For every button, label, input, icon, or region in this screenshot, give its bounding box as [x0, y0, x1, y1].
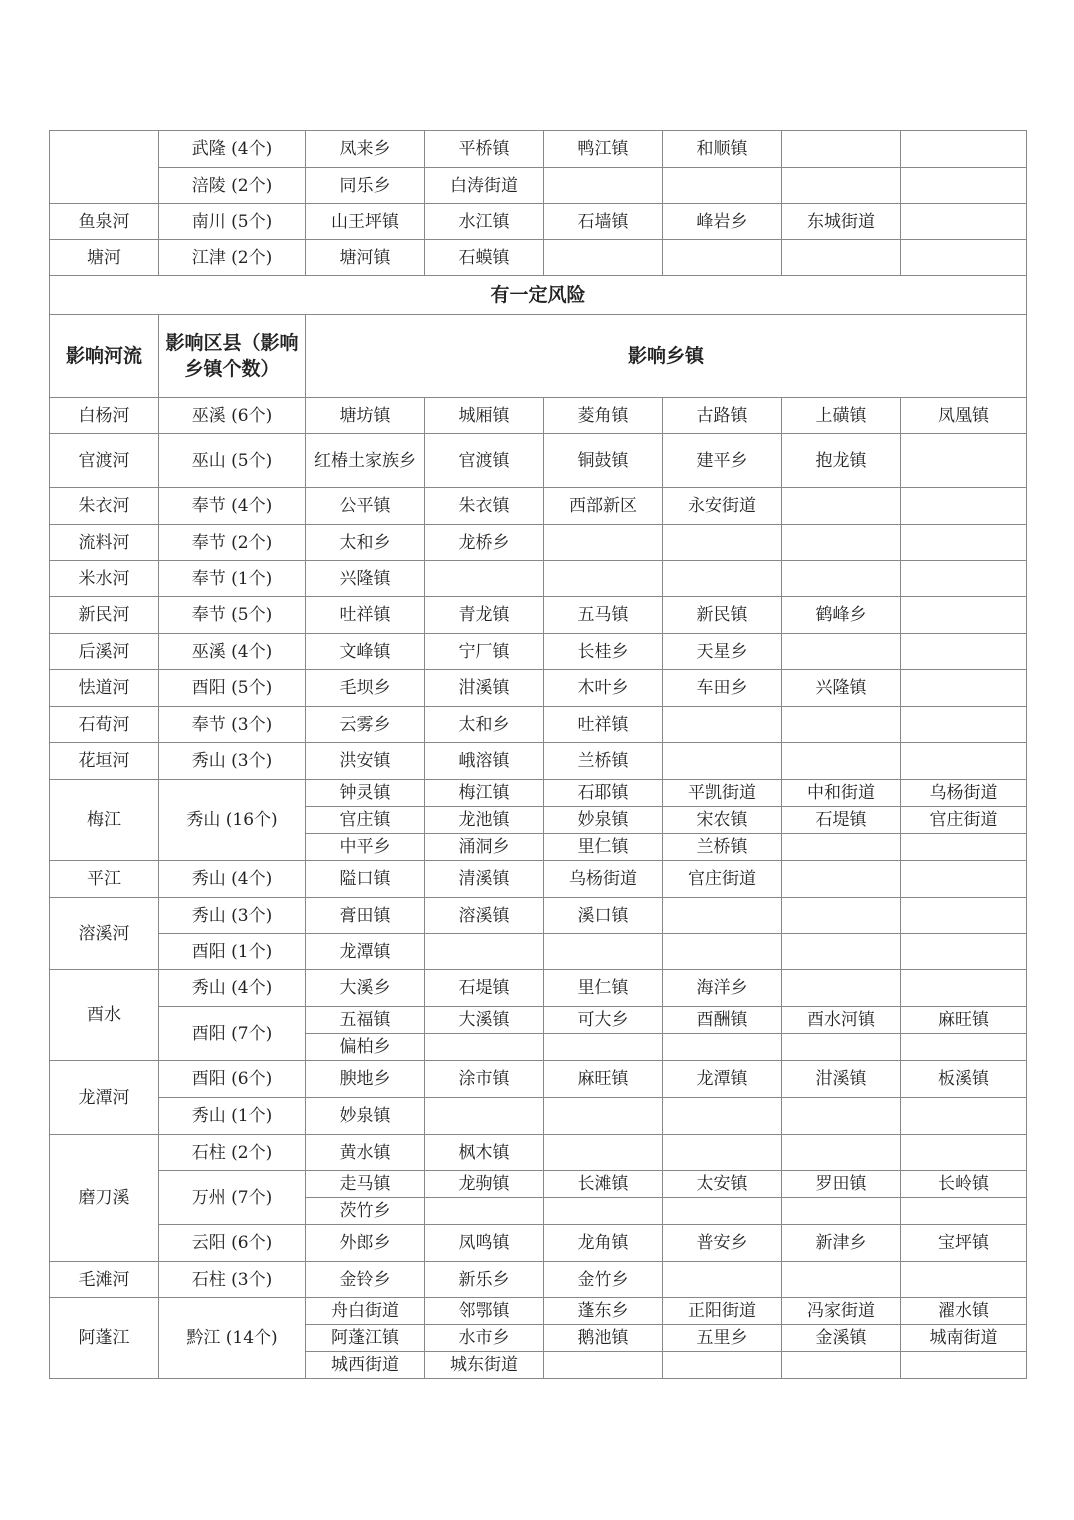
town-cell: 濯水镇	[901, 1298, 1027, 1325]
town-cell	[782, 707, 901, 743]
town-cell: 龙桥乡	[425, 525, 544, 561]
town-cell	[901, 1262, 1027, 1298]
town-cell	[544, 240, 663, 276]
town-cell: 官庄街道	[901, 807, 1027, 834]
town-cell: 中平乡	[306, 834, 425, 861]
table-row	[50, 597, 1027, 634]
river-cell: 新民河	[50, 597, 159, 634]
table-row	[50, 634, 1027, 670]
county-cell: 云阳 (6个)	[159, 1225, 306, 1262]
town-cell: 古路镇	[663, 398, 782, 434]
table-row	[50, 204, 1027, 240]
town-cell	[901, 634, 1027, 670]
town-cell: 城南街道	[901, 1325, 1027, 1352]
town-cell	[544, 168, 663, 204]
town-cell	[663, 707, 782, 743]
town-cell: 水市乡	[425, 1325, 544, 1352]
town-cell: 龙潭镇	[306, 934, 425, 970]
town-cell: 云雾乡	[306, 707, 425, 743]
town-cell: 龙池镇	[425, 807, 544, 834]
town-cell: 兴隆镇	[306, 561, 425, 597]
town-cell: 同乐乡	[306, 168, 425, 204]
town-cell: 吐祥镇	[544, 707, 663, 743]
town-cell: 泔溪镇	[782, 1061, 901, 1098]
town-cell	[663, 1098, 782, 1135]
river-cell: 龙潭河	[50, 1061, 159, 1135]
table-row	[50, 1171, 1027, 1198]
river-cell: 梅江	[50, 780, 159, 861]
town-cell: 凤来乡	[306, 131, 425, 168]
town-cell	[782, 1198, 901, 1225]
town-cell: 朱衣镇	[425, 488, 544, 525]
town-cell: 妙泉镇	[306, 1098, 425, 1135]
town-cell	[663, 561, 782, 597]
town-cell	[663, 168, 782, 204]
town-cell: 塘坊镇	[306, 398, 425, 434]
town-cell: 麻旺镇	[544, 1061, 663, 1098]
town-cell: 城西街道	[306, 1352, 425, 1379]
county-cell: 秀山 (1个)	[159, 1098, 306, 1135]
county-cell: 奉节 (3个)	[159, 707, 306, 743]
town-cell: 可大乡	[544, 1007, 663, 1034]
town-cell: 菱角镇	[544, 398, 663, 434]
town-cell: 茨竹乡	[306, 1198, 425, 1225]
town-cell: 太和乡	[306, 525, 425, 561]
town-cell	[901, 168, 1027, 204]
county-cell: 巫溪 (6个)	[159, 398, 306, 434]
town-cell: 溶溪镇	[425, 898, 544, 934]
town-cell	[782, 898, 901, 934]
table-row	[50, 561, 1027, 597]
town-cell: 阿蓬江镇	[306, 1325, 425, 1352]
town-cell	[425, 561, 544, 597]
town-cell	[901, 1198, 1027, 1225]
table-row	[50, 780, 1027, 807]
town-cell: 涌洞乡	[425, 834, 544, 861]
river-cell: 磨刀溪	[50, 1135, 159, 1262]
river-cell: 塘河	[50, 240, 159, 276]
town-cell: 长桂乡	[544, 634, 663, 670]
table-row	[50, 1061, 1027, 1098]
town-cell	[663, 1198, 782, 1225]
table-row	[50, 131, 1027, 168]
town-cell: 石堤镇	[782, 807, 901, 834]
town-cell	[901, 488, 1027, 525]
town-cell: 凤鸣镇	[425, 1225, 544, 1262]
county-cell: 酉阳 (1个)	[159, 934, 306, 970]
town-cell: 太和乡	[425, 707, 544, 743]
town-cell	[782, 561, 901, 597]
river-cell: 石荀河	[50, 707, 159, 743]
town-cell	[544, 934, 663, 970]
county-cell: 酉阳 (7个)	[159, 1007, 306, 1061]
town-cell: 龙角镇	[544, 1225, 663, 1262]
town-cell	[425, 1034, 544, 1061]
town-cell: 官渡镇	[425, 434, 544, 488]
county-cell: 秀山 (3个)	[159, 898, 306, 934]
town-cell: 板溪镇	[901, 1061, 1027, 1098]
town-cell	[782, 743, 901, 780]
town-cell	[901, 204, 1027, 240]
town-cell: 罗田镇	[782, 1171, 901, 1198]
table-row	[50, 168, 1027, 204]
town-cell	[782, 834, 901, 861]
town-cell: 腴地乡	[306, 1061, 425, 1098]
town-cell: 鹤峰乡	[782, 597, 901, 634]
town-cell	[901, 898, 1027, 934]
river-cell: 米水河	[50, 561, 159, 597]
town-cell: 吐祥镇	[306, 597, 425, 634]
river-cell: 毛滩河	[50, 1262, 159, 1298]
header-river: 影响河流	[50, 315, 159, 398]
town-cell: 车田乡	[663, 670, 782, 707]
town-cell: 鸭江镇	[544, 131, 663, 168]
town-cell: 石蟆镇	[425, 240, 544, 276]
town-cell: 峰岩乡	[663, 204, 782, 240]
town-cell: 洪安镇	[306, 743, 425, 780]
river-cell	[50, 131, 159, 204]
town-cell	[663, 934, 782, 970]
county-cell: 奉节 (1个)	[159, 561, 306, 597]
river-cell: 白杨河	[50, 398, 159, 434]
town-cell: 乌杨街道	[901, 780, 1027, 807]
table-row	[50, 670, 1027, 707]
town-cell: 兴隆镇	[782, 670, 901, 707]
town-cell	[901, 743, 1027, 780]
town-cell: 长滩镇	[544, 1171, 663, 1198]
table-row	[50, 1135, 1027, 1171]
town-cell	[901, 707, 1027, 743]
town-cell: 官庄镇	[306, 807, 425, 834]
river-cell: 朱衣河	[50, 488, 159, 525]
town-cell	[782, 1034, 901, 1061]
town-cell	[901, 561, 1027, 597]
table-row	[50, 240, 1027, 276]
town-cell: 妙泉镇	[544, 807, 663, 834]
town-cell	[901, 861, 1027, 898]
town-cell: 城厢镇	[425, 398, 544, 434]
town-cell	[782, 861, 901, 898]
town-cell: 乌杨街道	[544, 861, 663, 898]
town-cell	[782, 525, 901, 561]
town-cell	[544, 1034, 663, 1061]
town-cell: 官庄街道	[663, 861, 782, 898]
town-cell	[663, 1262, 782, 1298]
town-cell: 外郎乡	[306, 1225, 425, 1262]
town-cell	[544, 525, 663, 561]
town-cell: 鹅池镇	[544, 1325, 663, 1352]
town-cell	[901, 131, 1027, 168]
town-cell: 峨溶镇	[425, 743, 544, 780]
table-row	[50, 276, 1027, 315]
town-cell: 永安街道	[663, 488, 782, 525]
county-cell: 秀山 (16个)	[159, 780, 306, 861]
town-cell: 西部新区	[544, 488, 663, 525]
town-cell: 上磺镇	[782, 398, 901, 434]
town-cell: 舟白街道	[306, 1298, 425, 1325]
town-cell: 酉酬镇	[663, 1007, 782, 1034]
river-cell: 平江	[50, 861, 159, 898]
town-cell: 红椿土家族乡	[306, 434, 425, 488]
town-cell: 金铃乡	[306, 1262, 425, 1298]
town-cell	[425, 1198, 544, 1225]
table-row	[50, 315, 1027, 398]
town-cell: 宝坪镇	[901, 1225, 1027, 1262]
table-row	[50, 488, 1027, 525]
town-cell: 平桥镇	[425, 131, 544, 168]
table-row	[50, 707, 1027, 743]
town-cell: 兰桥镇	[544, 743, 663, 780]
county-cell: 奉节 (5个)	[159, 597, 306, 634]
town-cell	[544, 561, 663, 597]
town-cell: 和顺镇	[663, 131, 782, 168]
town-cell: 毛坝乡	[306, 670, 425, 707]
town-cell	[663, 743, 782, 780]
town-cell: 龙驹镇	[425, 1171, 544, 1198]
town-cell: 龙潭镇	[663, 1061, 782, 1098]
town-cell: 石墙镇	[544, 204, 663, 240]
county-cell: 酉阳 (5个)	[159, 670, 306, 707]
table-row	[50, 525, 1027, 561]
town-cell: 隘口镇	[306, 861, 425, 898]
county-cell: 巫溪 (4个)	[159, 634, 306, 670]
table-row	[50, 861, 1027, 898]
table-row	[50, 970, 1027, 1007]
town-cell: 建平乡	[663, 434, 782, 488]
table-row	[50, 434, 1027, 488]
town-cell	[663, 898, 782, 934]
town-cell: 海洋乡	[663, 970, 782, 1007]
town-cell: 石堤镇	[425, 970, 544, 1007]
header-towns: 影响乡镇	[306, 315, 1027, 398]
town-cell: 五马镇	[544, 597, 663, 634]
town-cell	[782, 1352, 901, 1379]
river-cell: 怯道河	[50, 670, 159, 707]
county-cell: 巫山 (5个)	[159, 434, 306, 488]
town-cell: 兰桥镇	[663, 834, 782, 861]
town-cell	[544, 1352, 663, 1379]
table-row	[50, 1262, 1027, 1298]
town-cell: 铜鼓镇	[544, 434, 663, 488]
table-row	[50, 398, 1027, 434]
town-cell: 金溪镇	[782, 1325, 901, 1352]
town-cell	[782, 634, 901, 670]
town-cell: 长岭镇	[901, 1171, 1027, 1198]
river-cell: 鱼泉河	[50, 204, 159, 240]
town-cell	[782, 970, 901, 1007]
town-cell	[663, 1135, 782, 1171]
town-cell: 钟灵镇	[306, 780, 425, 807]
town-cell: 走马镇	[306, 1171, 425, 1198]
town-cell: 麻旺镇	[901, 1007, 1027, 1034]
town-cell: 水江镇	[425, 204, 544, 240]
river-cell: 官渡河	[50, 434, 159, 488]
table-row	[50, 1098, 1027, 1135]
town-cell: 太安镇	[663, 1171, 782, 1198]
town-cell: 城东街道	[425, 1352, 544, 1379]
town-cell: 清溪镇	[425, 861, 544, 898]
river-cell: 溶溪河	[50, 898, 159, 970]
town-cell: 新津乡	[782, 1225, 901, 1262]
town-cell: 蓬东乡	[544, 1298, 663, 1325]
county-cell: 石柱 (2个)	[159, 1135, 306, 1171]
county-cell: 石柱 (3个)	[159, 1262, 306, 1298]
town-cell: 凤凰镇	[901, 398, 1027, 434]
town-cell	[663, 240, 782, 276]
town-cell: 山王坪镇	[306, 204, 425, 240]
town-cell	[663, 1034, 782, 1061]
town-cell	[901, 1352, 1027, 1379]
county-cell: 武隆 (4个)	[159, 131, 306, 168]
town-cell	[782, 131, 901, 168]
town-cell: 普安乡	[663, 1225, 782, 1262]
town-cell: 东城街道	[782, 204, 901, 240]
town-cell	[782, 488, 901, 525]
county-cell: 南川 (5个)	[159, 204, 306, 240]
town-cell: 酉水河镇	[782, 1007, 901, 1034]
town-cell: 正阳街道	[663, 1298, 782, 1325]
table-row	[50, 1225, 1027, 1262]
town-cell	[544, 1135, 663, 1171]
town-cell	[901, 834, 1027, 861]
town-cell	[544, 1198, 663, 1225]
town-cell: 偏柏乡	[306, 1034, 425, 1061]
town-cell: 冯家街道	[782, 1298, 901, 1325]
county-cell: 秀山 (3个)	[159, 743, 306, 780]
risk-table	[49, 130, 1027, 1379]
town-cell	[901, 970, 1027, 1007]
county-cell: 万州 (7个)	[159, 1171, 306, 1225]
town-cell: 邻鄂镇	[425, 1298, 544, 1325]
town-cell: 五里乡	[663, 1325, 782, 1352]
river-cell: 后溪河	[50, 634, 159, 670]
town-cell	[901, 597, 1027, 634]
town-cell: 石耶镇	[544, 780, 663, 807]
town-cell: 公平镇	[306, 488, 425, 525]
town-cell: 抱龙镇	[782, 434, 901, 488]
county-cell: 奉节 (2个)	[159, 525, 306, 561]
town-cell: 梅江镇	[425, 780, 544, 807]
town-cell: 新乐乡	[425, 1262, 544, 1298]
town-cell: 膏田镇	[306, 898, 425, 934]
town-cell: 天星乡	[663, 634, 782, 670]
town-cell: 五福镇	[306, 1007, 425, 1034]
town-cell	[782, 168, 901, 204]
town-cell	[901, 1098, 1027, 1135]
river-cell: 阿蓬江	[50, 1298, 159, 1379]
town-cell: 黄水镇	[306, 1135, 425, 1171]
county-cell: 涪陵 (2个)	[159, 168, 306, 204]
town-cell	[782, 1135, 901, 1171]
section-title: 有一定风险	[50, 276, 1027, 315]
town-cell	[901, 434, 1027, 488]
town-cell	[663, 525, 782, 561]
county-cell: 奉节 (4个)	[159, 488, 306, 525]
town-cell: 白涛街道	[425, 168, 544, 204]
town-cell: 新民镇	[663, 597, 782, 634]
river-cell: 花垣河	[50, 743, 159, 780]
town-cell: 溪口镇	[544, 898, 663, 934]
town-cell	[901, 1135, 1027, 1171]
town-cell: 塘河镇	[306, 240, 425, 276]
town-cell	[425, 1098, 544, 1135]
table-row	[50, 1007, 1027, 1034]
county-cell: 秀山 (4个)	[159, 861, 306, 898]
town-cell: 枫木镇	[425, 1135, 544, 1171]
town-cell	[782, 1098, 901, 1135]
town-cell	[901, 934, 1027, 970]
table-row	[50, 743, 1027, 780]
county-cell: 江津 (2个)	[159, 240, 306, 276]
town-cell: 金竹乡	[544, 1262, 663, 1298]
town-cell	[544, 1098, 663, 1135]
town-cell: 大溪镇	[425, 1007, 544, 1034]
county-cell: 酉阳 (6个)	[159, 1061, 306, 1098]
town-cell: 文峰镇	[306, 634, 425, 670]
river-cell: 流料河	[50, 525, 159, 561]
town-cell	[782, 1262, 901, 1298]
table-row	[50, 898, 1027, 934]
town-cell	[901, 1034, 1027, 1061]
county-cell: 黔江 (14个)	[159, 1298, 306, 1379]
town-cell	[663, 1352, 782, 1379]
town-cell: 宁厂镇	[425, 634, 544, 670]
town-cell	[425, 934, 544, 970]
town-cell	[901, 525, 1027, 561]
town-cell: 青龙镇	[425, 597, 544, 634]
town-cell: 泔溪镇	[425, 670, 544, 707]
table-row	[50, 1298, 1027, 1325]
town-cell: 里仁镇	[544, 834, 663, 861]
town-cell: 木叶乡	[544, 670, 663, 707]
table-row	[50, 934, 1027, 970]
town-cell: 大溪乡	[306, 970, 425, 1007]
town-cell	[782, 934, 901, 970]
river-cell: 酉水	[50, 970, 159, 1061]
town-cell	[901, 240, 1027, 276]
town-cell	[782, 240, 901, 276]
town-cell: 平凯街道	[663, 780, 782, 807]
town-cell: 里仁镇	[544, 970, 663, 1007]
town-cell: 涂市镇	[425, 1061, 544, 1098]
header-county: 影响区县（影响乡镇个数）	[159, 315, 306, 398]
town-cell: 中和街道	[782, 780, 901, 807]
county-cell: 秀山 (4个)	[159, 970, 306, 1007]
town-cell	[901, 670, 1027, 707]
town-cell: 宋农镇	[663, 807, 782, 834]
